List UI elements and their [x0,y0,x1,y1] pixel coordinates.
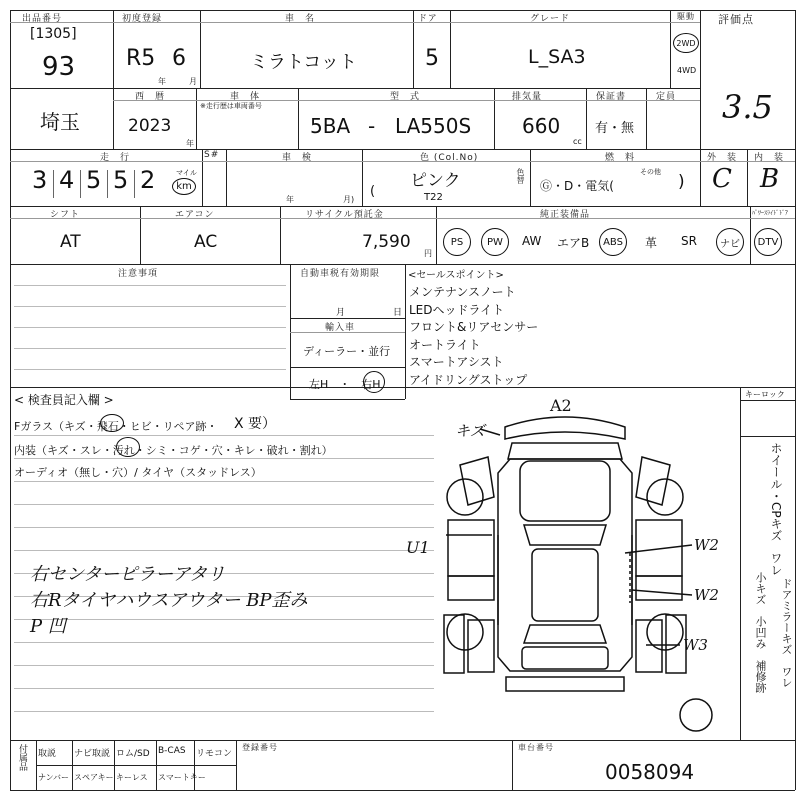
handle-value: 左H ・ 右H [309,378,381,391]
chassis-number: 0058094 [605,760,695,784]
accessory-item: ロム/SD [116,749,150,759]
warranty-value: 有・無 [595,121,635,136]
mileage-unit-top: マイル [176,169,197,177]
div [586,88,587,149]
import-label: 輸入車 [325,323,356,333]
car-name: ミラトコット [250,52,357,73]
digit-divider [134,170,135,198]
drive-4wd: 4WD [677,66,697,75]
legend-wheel-crack: ワレ [769,552,783,576]
selling-point: フロント&リアセンサー [409,320,539,334]
equipment-item-circled: PS [443,228,471,256]
div [280,206,281,264]
div [290,318,405,319]
inspection-month: 月) [343,195,355,204]
div [747,149,748,206]
accessory-item: スペアキー [74,773,114,782]
handwritten-line: 右Rタイヤハウスアウター BP歪み [30,590,308,611]
insp-rule [14,435,434,436]
year-label: 西 暦 [135,92,166,102]
mileage-digit: 2 [140,166,156,194]
equipment-item: エアB [557,236,590,250]
div [740,387,741,740]
glass-chip-circle [100,414,124,432]
accessory-item: スマートキー [158,773,206,782]
selling-point: メンテナンスノート [409,285,516,299]
div [202,149,203,206]
shift-label: シフト [50,210,81,220]
insp-rule [14,504,434,505]
recycle-label: リサイクル預託金 [305,210,384,220]
border-bottom [10,790,795,791]
interior-line: 内装（キズ・スレ・汚れ・シミ・コゲ・穴・キレ・破れ・割れ） [14,444,333,457]
reg-month: 6 [172,46,186,71]
selling-label: <セールスポイント> [408,270,504,281]
color-paren: ( [370,184,376,199]
div [298,88,299,149]
accessory-item: 取説 [38,749,57,759]
selling-point: オートライト [409,337,481,352]
accessory-item: リモコン [196,749,233,759]
model-dash: - [368,114,376,138]
div [530,149,531,206]
equipment-item: AW [522,234,542,248]
accessory-item: B-CAS [158,746,186,756]
turbo-label: ﾊﾟﾜｰｽﾗｲﾄﾞﾄﾞｱ [752,210,789,217]
insp-rule [14,458,434,459]
equipment-item-circled: DTV [754,228,782,256]
div [113,88,114,149]
div [405,264,406,399]
mileage-unit-km: km [172,178,196,195]
div [740,436,795,437]
model-label: 型 式 [390,92,421,102]
drive-2wd-circled: 2WD [673,33,699,53]
equipment-item-circled: ABS [599,228,627,256]
displacement: 660 [522,114,561,138]
div [512,740,513,790]
ac: AC [194,232,218,252]
accessory-item: ナンバー [38,773,70,782]
equipment-item-circled: PW [481,228,509,256]
exterior-label: 外 装 [707,153,738,163]
drive-label: 駆動 [677,12,695,21]
insp-rule [14,481,434,482]
inspector-title: < 検査員記入欄 > [14,393,114,407]
shape-note: ※走行歴は車両番号 [200,102,262,110]
border-right [795,10,796,790]
fuel-label: 燃 料 [605,153,636,163]
cc-unit: cc [573,137,582,146]
glass-flag: X 要） [234,416,277,432]
year: 2023 [128,116,172,136]
color-code: T22 [424,192,443,203]
yen-unit: 円 [424,249,432,258]
div [436,206,437,264]
insp-rule [14,711,434,712]
div [290,399,405,400]
year-unit: 年 [158,77,166,86]
mileage-digit: 3 [32,166,48,194]
mark-u1: U1 [406,538,430,557]
note-rule [14,306,286,307]
inspection-year: 年 [286,195,294,204]
div [140,206,141,264]
handle-right-circle [363,371,385,393]
legend-wheel: ホイール・CPキズ [769,442,783,542]
div [646,88,647,149]
selling-point: アイドリングストップ [409,372,528,387]
accessory-item: キーレス [116,773,148,782]
div [700,10,701,149]
color-label: 色 (Col.No) [420,153,479,163]
interior-dirt-circle [116,437,140,457]
insp-rule [14,619,434,620]
color: ピンク [410,171,461,191]
handwritten-line: P 凹 [30,616,66,637]
row4-bottom [10,264,795,265]
reg-label: 初度登録 [122,14,163,24]
equipment-item: 革 [645,236,658,250]
code-label: 出品番号 [22,14,63,24]
div [226,149,227,206]
mileage-digit: 4 [59,166,75,194]
lot-number: 93 [42,52,76,82]
audio-line: オーディオ（無し・穴）/ タイヤ（スタッドレス） [14,466,262,479]
model-prefix: 5BA [310,114,351,138]
lot-code: [1305] [30,26,77,42]
note-rule [14,327,286,328]
import-value: ディーラー・並行 [303,345,391,358]
items-label: 付属品 [17,744,27,771]
selling-point: スマートアシスト [409,355,504,369]
reg-era: R5 [126,46,156,71]
insp-rule [14,550,434,551]
mark-w2-lower: W2 [694,586,719,604]
notes-label: 注意事項 [118,269,159,279]
year-unit-2: 年 [186,139,194,148]
interior: B [760,164,780,194]
expiry-day: 日 [393,308,403,318]
border-left [10,10,11,790]
sno-label: S# [204,150,220,160]
grade-label: グレード [530,14,571,24]
mark-w2-upper: W2 [694,536,719,554]
mark-a2: A2 [550,396,572,415]
mark-w3: W3 [683,636,708,654]
div [36,765,236,766]
div [290,367,405,368]
mileage-label: 走 行 [100,153,131,163]
div [196,88,197,149]
displacement-label: 排気量 [512,92,543,102]
div [700,149,701,206]
score-label: 評価点 [718,13,754,26]
accessory-item: ナビ取説 [74,749,111,759]
div [750,206,751,264]
shift: AT [60,232,81,252]
expiry-month: 月 [336,308,346,318]
note-rule [14,285,286,286]
legend-mirror: ドアミラーキズ ワレ [780,578,793,688]
doors: 5 [425,46,439,71]
row3-bottom [10,206,795,207]
footer-top [10,740,795,741]
div [740,400,795,401]
label-rule [10,22,700,23]
keylock-label: キーロック [745,390,785,399]
grade: L_SA3 [528,46,586,68]
div [494,88,495,149]
note-rule [14,348,286,349]
fuel-other: その他 [640,168,661,176]
legend-dents: 小キズ 小凹み 補修跡 [754,572,767,693]
equipment-item-circled: ナビ [716,228,744,256]
div [362,149,363,206]
score: 3.5 [722,88,773,126]
insp-rule [14,642,434,643]
equipment-label: 純正装備品 [540,210,591,220]
mark-kizu: キズ [455,422,485,440]
inspection-label: 車 検 [282,153,313,163]
note-rule [14,369,286,370]
insp-rule [14,688,434,689]
mileage-digit: 5 [113,166,129,194]
exterior: C [712,164,732,194]
handwritten-line: 右センターピラーアタリ [30,564,226,585]
digit-divider [80,170,81,198]
div [236,740,237,790]
insp-rule [14,665,434,666]
warranty-label: 保証書 [596,92,627,102]
model-code: LA550S [395,114,472,138]
door-label: ドア [418,14,438,24]
regno-label: 登録番号 [242,743,278,752]
glass-line: Fガラス（キズ・飛石・ヒビ・リペア跡・ [14,420,218,433]
capacity-label: 定員 [656,92,677,102]
fuel-close: ) [678,172,685,192]
digit-divider [53,170,54,198]
interior-label: 内 装 [754,153,785,163]
month-unit: 月 [189,77,197,86]
mileage-digit: 5 [86,166,102,194]
shape-label: 車 体 [230,92,261,102]
insp-rule [14,527,434,528]
label-rule [10,218,795,219]
digit-divider [107,170,108,198]
ac-label: エアコン [175,210,215,220]
car-diagram [440,395,740,740]
fuel-values: Ⓖ・D・電気( [540,179,614,193]
color-change-label: 色替 [516,168,525,184]
selling-point: LEDヘッドライト [409,302,505,317]
region: 埼玉 [40,110,80,134]
name-label: 車 名 [285,14,316,24]
notes-bottom [10,387,795,388]
equipment-item: SR [681,234,697,248]
recycle: 7,590 [362,232,411,252]
chassis-label: 車台番号 [518,743,554,752]
expiry-label: 自動車税有効期限 [300,269,381,279]
